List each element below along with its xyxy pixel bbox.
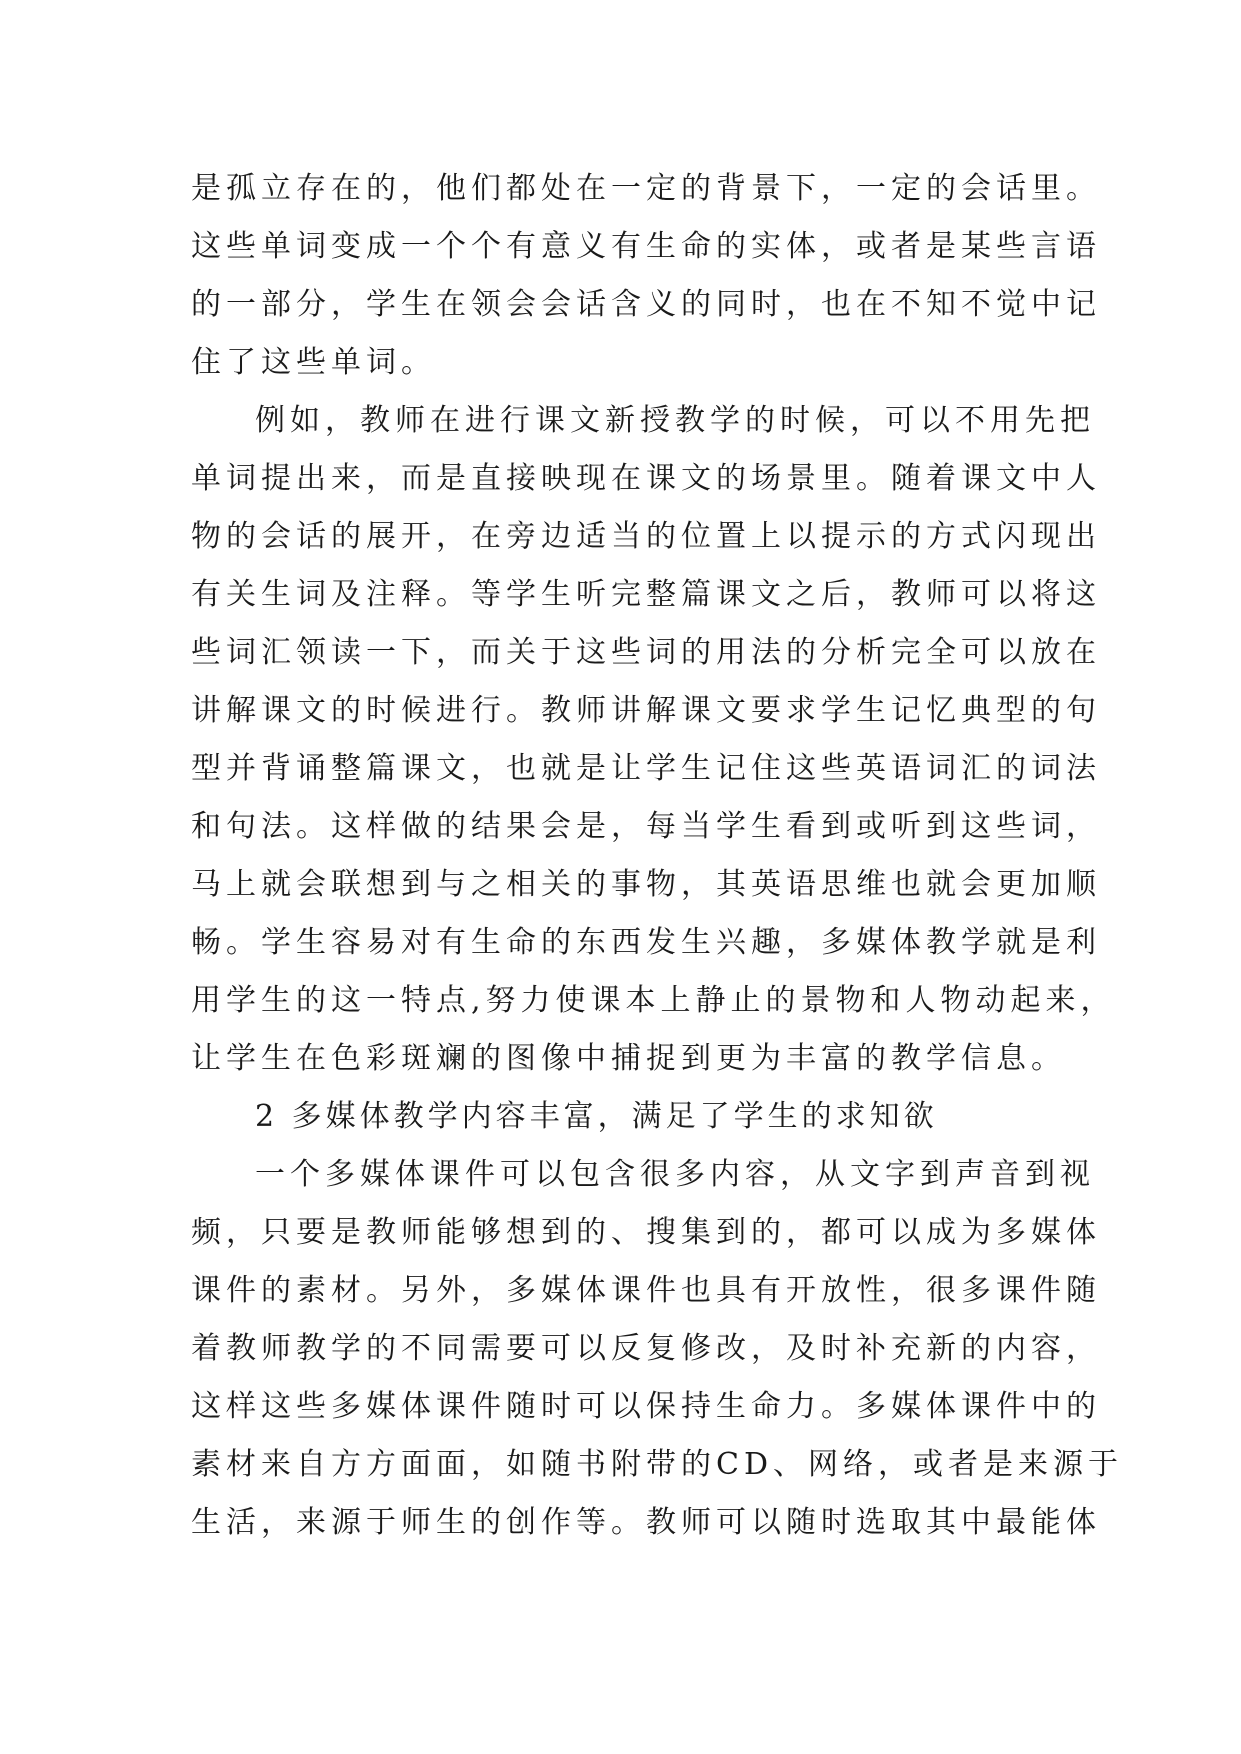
text-line: 用学生的这一特点,努力使课本上静止的景物和人物动起来， — [191, 983, 1116, 1018]
text-line: 单词提出来，而是直接映现在课文的场景里。随着课文中人 — [191, 461, 1101, 496]
text-line: 物的会话的展开，在旁边适当的位置上以提示的方式闪现出 — [191, 519, 1101, 554]
text-line: 的一部分，学生在领会会话含义的同时，也在不知不觉中记 — [191, 287, 1101, 322]
text-line: 马上就会联想到与之相关的事物，其英语思维也就会更加顺 — [191, 867, 1101, 902]
text-line: 些词汇领读一下，而关于这些词的用法的分析完全可以放在 — [191, 635, 1101, 670]
text-line: 课件的素材。另外，多媒体课件也具有开放性，很多课件随 — [191, 1273, 1101, 1308]
text-line: 型并背诵整篇课文，也就是让学生记住这些英语词汇的词法 — [191, 751, 1101, 786]
text-line: 住了这些单词。 — [191, 345, 436, 380]
paragraph-first-line: 一个多媒体课件可以包含很多内容，从文字到声音到视 — [255, 1157, 1095, 1192]
text-line: 生活，来源于师生的创作等。教师可以随时选取其中最能体 — [191, 1505, 1101, 1540]
text-line: 频，只要是教师能够想到的、搜集到的，都可以成为多媒体 — [191, 1215, 1101, 1250]
text-line: 素材来自方方面面，如随书附带的CD、网络，或者是来源于 — [191, 1447, 1124, 1482]
text-line: 这些单词变成一个个有意义有生命的实体，或者是某些言语 — [191, 229, 1101, 264]
text-line: 和句法。这样做的结果会是，每当学生看到或听到这些词， — [191, 809, 1101, 844]
text-line: 畅。学生容易对有生命的东西发生兴趣，多媒体教学就是利 — [191, 925, 1101, 960]
paragraph-first-line: 例如，教师在进行课文新授教学的时候，可以不用先把 — [255, 403, 1095, 438]
text-line: 让学生在色彩斑斓的图像中捕捉到更为丰富的教学信息。 — [191, 1041, 1066, 1076]
text-line: 着教师教学的不同需要可以反复修改，及时补充新的内容， — [191, 1331, 1101, 1366]
text-line: 是孤立存在的，他们都处在一定的背景下，一定的会话里。 — [191, 171, 1101, 206]
section-heading: 2 多媒体教学内容丰富，满足了学生的求知欲 — [255, 1099, 938, 1134]
text-line: 这样这些多媒体课件随时可以保持生命力。多媒体课件中的 — [191, 1389, 1101, 1424]
text-line: 有关生词及注释。等学生听完整篇课文之后，教师可以将这 — [191, 577, 1101, 612]
text-line: 讲解课文的时候进行。教师讲解课文要求学生记忆典型的句 — [191, 693, 1101, 728]
body-text — [191, 160, 1124, 1552]
